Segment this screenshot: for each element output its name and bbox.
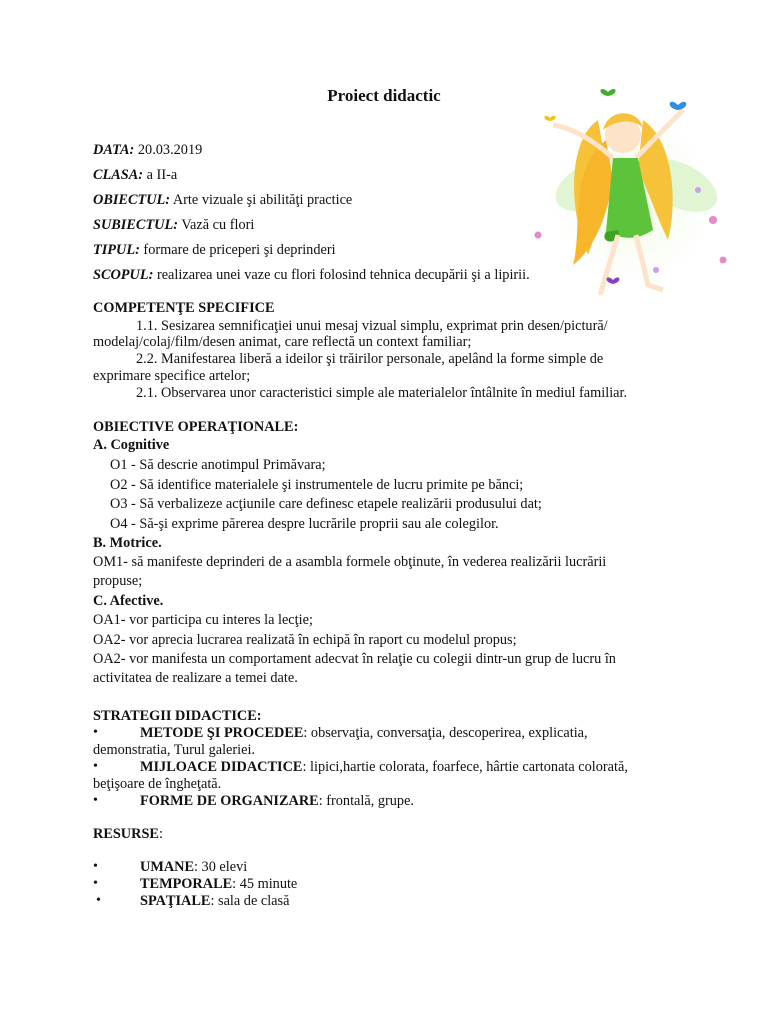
field-data: DATA: 20.03.2019 bbox=[93, 142, 203, 158]
objective-item: O4 - Să-şi exprime părerea despre lucrările proprii sau ale colegilor. bbox=[110, 516, 499, 532]
bullet: • bbox=[93, 876, 98, 891]
strategy-item-cont: beţişoare de îngheţată. bbox=[93, 776, 222, 792]
objective-item: OA1- vor participa cu interes la lecţie; bbox=[93, 612, 313, 628]
resource-item: SPAŢIALE: sala de clasă bbox=[140, 893, 290, 909]
objective-item: OA2- vor aprecia lucrarea realizată în echipă în raport cu modelul propus; bbox=[93, 632, 517, 648]
strategii-heading: STRATEGII DIDACTICE: bbox=[93, 708, 262, 724]
competenta-line: modelaj/colaj/film/desen animat, care reflectă un context familiar; bbox=[93, 334, 472, 350]
competenta-line: exprimare specifice artelor; bbox=[93, 368, 251, 384]
strategy-item: MIJLOACE DIDACTICE: lipici,hartie colorata, foarfece, hârtie cartonata colorată, bbox=[140, 759, 628, 775]
objective-item: OA2- vor manifesta un comportament adecvat în relaţie cu colegii dintr-un grup de lucru în bbox=[93, 651, 616, 667]
competenta-line: 2.2. Manifestarea liberă a ideilor şi trăirilor personale, apelând la forme simple de bbox=[136, 351, 604, 367]
field-scopul: SCOPUL: realizarea unei vaze cu flori folosind tehnica decupării şi a lipirii. bbox=[93, 267, 530, 283]
competenta-line: 2.1. Observarea unor caracteristici simple ale materialelor întâlnite în mediul familiar. bbox=[136, 385, 628, 401]
strategy-item-cont: demonstratia, Turul galeriei. bbox=[93, 742, 256, 758]
objective-item: OM1- să manifeste deprinderi de a asambla formele obţinute, în vederea realizării lucrării bbox=[93, 554, 607, 570]
cognitive-heading: A. Cognitive bbox=[93, 437, 170, 453]
resource-item: UMANE: 30 elevi bbox=[140, 859, 248, 875]
objective-item: propuse; bbox=[93, 573, 143, 589]
competenta-line: 1.1. Sesizarea semnificaţiei unui mesaj vizual simplu, exprimat prin desen/pictură/ bbox=[136, 318, 608, 334]
bullet: • bbox=[93, 759, 98, 774]
strategy-item: METODE ŞI PROCEDEE: observaţia, conversaţia, descoperirea, explicatia, bbox=[140, 725, 588, 741]
fairy-illustration bbox=[528, 80, 738, 320]
afective-heading: C. Afective. bbox=[93, 593, 164, 609]
bullet: • bbox=[93, 793, 98, 808]
resource-item: TEMPORALE: 45 minute bbox=[140, 876, 298, 892]
bullet: • bbox=[93, 859, 98, 874]
objective-item: O1 - Să descrie anotimpul Primăvara; bbox=[110, 457, 326, 473]
field-subiectul: SUBIECTUL: Vază cu flori bbox=[93, 217, 255, 233]
field-obiectul: OBIECTUL: Arte vizuale şi abilităţi practice bbox=[93, 192, 353, 208]
motrice-heading: B. Motrice. bbox=[93, 535, 162, 551]
objective-item: O2 - Să identifice materialele şi instrumentele de lucru primite pe bănci; bbox=[110, 477, 524, 493]
strategy-item: FORME DE ORGANIZARE: frontală, grupe. bbox=[140, 793, 414, 809]
field-clasa: CLASA: a II-a bbox=[93, 167, 178, 183]
objective-item: O3 - Să verbalizeze acţiunile care definesc etapele realizării produsului dat; bbox=[110, 496, 542, 512]
field-tipul: TIPUL: formare de priceperi şi deprinderi bbox=[93, 242, 336, 258]
bullet: • bbox=[93, 725, 98, 740]
resurse-heading: RESURSE: bbox=[93, 826, 163, 842]
competente-heading: COMPETENŢE SPECIFICE bbox=[93, 300, 275, 316]
bullet: • bbox=[96, 893, 101, 908]
obiective-heading: OBIECTIVE OPERAŢIONALE: bbox=[93, 419, 299, 435]
objective-item: activitatea de realizare a temei date. bbox=[93, 670, 298, 686]
document-title: Proiect didactic bbox=[327, 86, 441, 105]
